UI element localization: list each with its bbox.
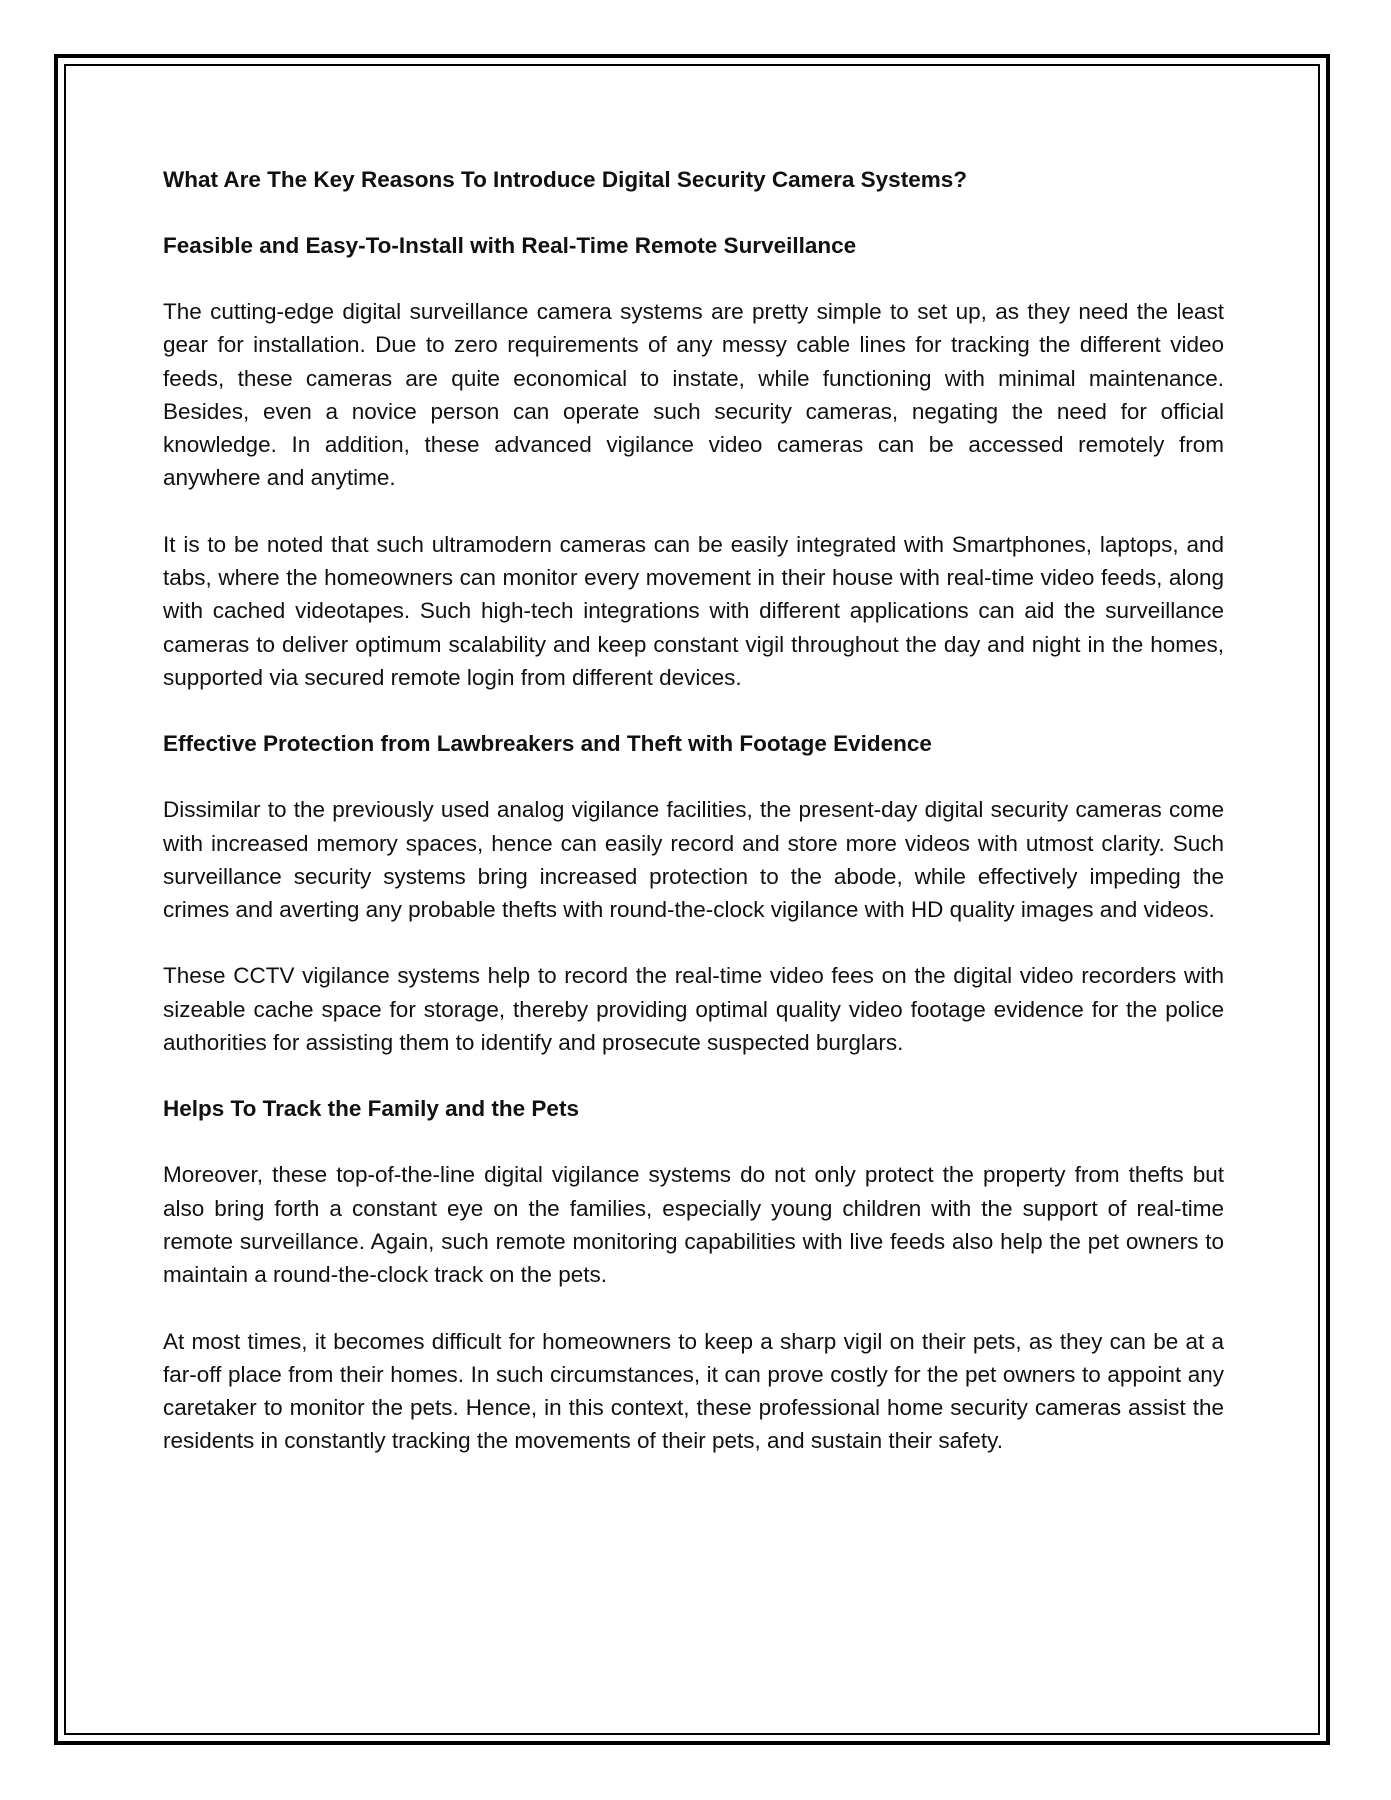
section-heading-family-pets: Helps To Track the Family and the Pets	[163, 1096, 579, 1122]
document-body	[163, 163, 1224, 1491]
paragraph: It is to be noted that such ultramodern cameras can be easily integrated with Smartphones, laptops, and tabs, where the homeowners can monitor every movement in their house with real-time video feeds, along with cached videotapes. Such high-tech integrations with different applications can aid the surveillance cameras to deliver optimum scalability and keep constant vigil throughout the day and night in the homes, supported via secured remote login from different devices.	[163, 531, 1224, 690]
section-heading-installation: Feasible and Easy-To-Install with Real-Time Remote Surveillance	[163, 233, 857, 258]
paragraph: Dissimilar to the previously used analog vigilance facilities, the present-day digital security cameras come with increased memory spaces, hence can easily record and store more videos with utmost clarity. Such surveillance security systems bring increased protection to the abode, while effectively impeding the crimes and averting any probable thefts with round-the-clock vigilance with HD quality images and videos.	[163, 797, 1224, 923]
paragraph: These CCTV vigilance systems help to record the real-time video fees on the digital video recorders with sizeable cache space for storage, thereby providing optimal quality video footage evidence for the police authorities for assisting them to identify and prosecute suspected burglars.	[163, 963, 1224, 1056]
paragraph: At most times, it becomes difficult for homeowners to keep a sharp vigil on their pets, as they can be at a far-off place from their homes. In such circumstances, it can prove costly for the pet owners to appoint any caretaker to monitor the pets. Hence, in this context, these professional home security cameras assist the residents in constantly tracking the movements of their pets, and sustain their safety.	[163, 1328, 1224, 1454]
document-title: What Are The Key Reasons To Introduce Digital Security Camera Systems?	[163, 167, 967, 192]
paragraph: Moreover, these top-of-the-line digital vigilance systems do not only protect the property from thefts but also bring forth a constant eye on the families, especially young children with the support of real-time remote surveillance. Again, such remote monitoring capabilities with live feeds also help the pet owners to maintain a round-the-clock track on the pets.	[163, 1162, 1224, 1288]
paragraph: The cutting-edge digital surveillance camera systems are pretty simple to set up, as they need the least gear for installation. Due to zero requirements of any messy cable lines for tracking the different video feeds, these cameras are quite economical to instate, while functioning with minimal maintenance. Besides, even a novice person can operate such security cameras, negating the need for official knowledge. In addition, these advanced vigilance video cameras can be accessed remotely from anywhere and anytime.	[163, 299, 1224, 491]
section-heading-protection: Effective Protection from Lawbreakers and Theft with Footage Evidence	[163, 731, 932, 757]
